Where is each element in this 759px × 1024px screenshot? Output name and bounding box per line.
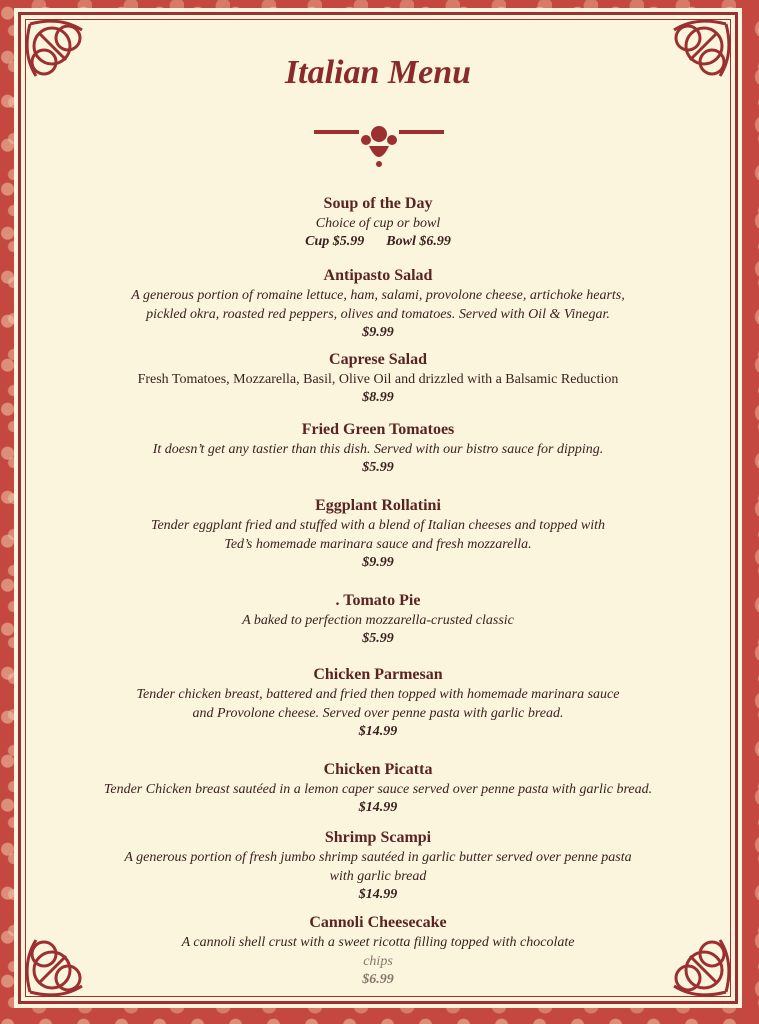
item-description: A generous portion of romaine lettuce, ham, salami, provolone cheese, artichoke hearts, — [131, 288, 625, 303]
menu-item — [34, 760, 722, 817]
item-description: with garlic bread — [329, 869, 427, 884]
item-name: Cannoli Cheesecake — [309, 914, 447, 931]
bowl-price: Bowl $6.99 — [386, 234, 451, 249]
menu-title: Italian Menu — [284, 54, 472, 91]
item-description: Tender chicken breast, battered and fried then topped with homemade marinara sauce — [136, 687, 620, 702]
menu-item — [34, 496, 722, 572]
menu-item — [34, 591, 722, 648]
item-description: It doesn’t get any tastier than this dish. Served with our bistro sauce for dipping. — [152, 442, 604, 457]
item-price: $6.99 — [362, 972, 394, 987]
item-description: Tender Chicken breast sautéed in a lemon caper sauce served over penne pasta with garlic bread. — [103, 782, 653, 797]
item-description: Ted’s homemade marinara sauce and fresh mozzarella. — [224, 537, 532, 552]
menu-item — [34, 266, 722, 342]
menu-item — [34, 913, 722, 989]
item-name: Chicken Parmesan — [313, 666, 443, 683]
menu-page — [14, 8, 742, 1008]
item-price: $14.99 — [358, 724, 398, 739]
item-name: Eggplant Rollatini — [315, 497, 441, 514]
item-description: chips — [363, 954, 393, 969]
item-price: $9.99 — [362, 325, 394, 340]
item-price: $5.99 — [362, 460, 394, 475]
item-name: Shrimp Scampi — [324, 829, 432, 846]
item-description: Tender eggplant fried and stuffed with a blend of Italian cheeses and topped with — [150, 518, 606, 533]
item-price: $8.99 — [362, 390, 394, 405]
scroll-ornament-icon — [314, 120, 444, 170]
menu-item — [34, 350, 722, 407]
item-description: Fresh Tomatoes, Mozzarella, Basil, Olive Oil and drizzled with a Balsamic Reduction — [137, 372, 619, 387]
item-description: A baked to perfection mozzarella-crusted classic — [242, 613, 514, 628]
menu-item — [34, 194, 722, 251]
item-price: $14.99 — [358, 887, 398, 902]
item-name: Antipasto Salad — [323, 267, 433, 284]
item-description: A cannoli shell crust with a sweet ricotta filling topped with chocolate — [181, 935, 575, 950]
cup-price: Cup $5.99 — [305, 234, 365, 249]
item-name: Fried Green Tomatoes — [301, 421, 455, 438]
menu-item — [34, 828, 722, 904]
item-name: Soup of the Day — [323, 195, 433, 212]
item-name: Chicken Picatta — [323, 761, 433, 778]
item-description: A generous portion of fresh jumbo shrimp sautéed in garlic butter served over penne pasta — [124, 850, 632, 865]
menu-item — [34, 665, 722, 741]
item-name: . Tomato Pie — [335, 592, 421, 609]
item-price — [34, 233, 722, 251]
item-description: Choice of cup or bowl — [315, 216, 441, 231]
item-price: $5.99 — [362, 631, 394, 646]
item-description: and Provolone cheese. Served over penne pasta with garlic bread. — [192, 706, 564, 721]
item-description: pickled okra, roasted red peppers, olives and tomatoes. Served with Oil & Vinegar. — [146, 307, 610, 322]
item-price: $14.99 — [358, 800, 398, 815]
menu-item — [34, 420, 722, 477]
item-price: $9.99 — [362, 555, 394, 570]
item-name: Caprese Salad — [329, 351, 427, 368]
